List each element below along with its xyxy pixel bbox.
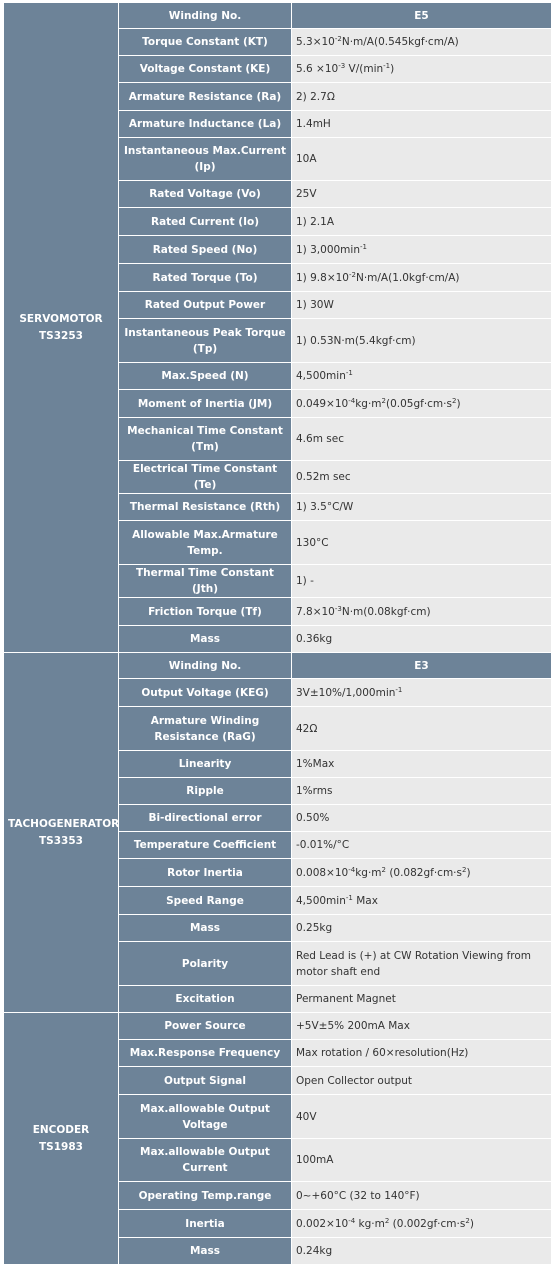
property-label: Max.allowable Output Voltage (119, 1095, 292, 1139)
value-text: ) (390, 63, 395, 75)
value-text: kg·m (355, 397, 382, 410)
property-value (292, 1095, 552, 1139)
property-value (292, 138, 552, 181)
superscript: -1 (395, 685, 403, 694)
property-label: Power Source (119, 1013, 292, 1040)
value-text: ) (466, 866, 471, 879)
value-text: 40V (296, 1110, 317, 1123)
value-text: Max rotation / 60×resolution(Hz) (296, 1047, 469, 1059)
superscript: 2 (381, 865, 386, 874)
header-label: Winding No. (119, 653, 292, 679)
section-name-line: TS1983 (39, 1140, 83, 1153)
superscript: -2 (334, 35, 342, 43)
superscript: -4 (348, 396, 356, 405)
value-text: 130°C (296, 536, 329, 549)
property-value (292, 942, 552, 986)
value-text: 25V (296, 188, 317, 200)
property-label: Armature Winding Resistance (RaG) (119, 707, 292, 751)
property-value (292, 598, 552, 626)
value-text: ) (469, 1217, 474, 1230)
superscript: -4 (348, 1216, 356, 1225)
section-name-line: SERVOMOTOR (19, 312, 103, 325)
value-text: 0.049×10 (296, 397, 349, 410)
superscript: 2 (451, 396, 457, 405)
property-label: Electrical Time Constant (Te) (119, 461, 292, 494)
value-text: 1) 3.5°C/W (296, 501, 354, 513)
property-label: Instantaneous Peak Torque (Tp) (119, 319, 292, 363)
property-label: Rated Current (Io) (119, 208, 292, 236)
value-text: 1%Max (296, 758, 335, 770)
header-value: E3 (292, 653, 552, 679)
property-label: Thermal Resistance (Rth) (119, 494, 292, 521)
value-text: (0.05gf·cm·s (385, 397, 452, 410)
property-value (292, 1013, 552, 1040)
section-name (4, 1013, 119, 1265)
superscript: -1 (383, 62, 391, 70)
value-text: Max (352, 894, 378, 907)
value-text: 0.008×10 (296, 866, 349, 879)
property-value (292, 264, 552, 292)
property-value (292, 832, 552, 859)
header-value: E5 (292, 3, 552, 29)
superscript: -4 (348, 865, 356, 874)
section-name (4, 3, 119, 653)
property-value (292, 390, 552, 418)
property-label: Rated Output Power (119, 292, 292, 319)
value-text: 2) 2.7Ω (296, 90, 335, 103)
value-text: 1%rms (296, 785, 333, 797)
property-value (292, 1139, 552, 1182)
superscript: -1 (359, 242, 367, 251)
winding-header-row (4, 3, 552, 29)
value-text: 0.25kg (296, 922, 333, 934)
section-name-line: TACHOGENERATOR (8, 817, 120, 830)
property-label: Mechanical Time Constant (Tm) (119, 418, 292, 461)
property-label: Allowable Max.Armature Temp. (119, 521, 292, 565)
value-text: 4,500min (296, 894, 346, 907)
value-text: 1) 30W (296, 299, 334, 311)
property-value (292, 494, 552, 521)
property-label: Output Signal (119, 1067, 292, 1095)
property-value (292, 565, 552, 598)
property-value (292, 1210, 552, 1238)
value-text: 1) 3,000min (296, 243, 360, 256)
value-text: 0.36kg (296, 633, 333, 645)
specification-table (3, 2, 552, 1265)
property-value (292, 679, 552, 707)
value-text: +5V±5% 200mA Max (296, 1020, 410, 1032)
property-label: Armature Inductance (La) (119, 111, 292, 138)
property-label: Max.allowable Output Current (119, 1139, 292, 1182)
property-label: Torque Constant (KT) (119, 29, 292, 56)
property-label: Temperature Coefficient (119, 832, 292, 859)
property-label: Mass (119, 626, 292, 653)
value-text: Permanent Magnet (296, 993, 396, 1005)
value-text: 0.24kg (296, 1245, 333, 1257)
property-value (292, 986, 552, 1013)
property-value (292, 1182, 552, 1210)
superscript: 2 (384, 1216, 390, 1225)
property-value (292, 915, 552, 942)
property-label: Max.Speed (N) (119, 363, 292, 390)
property-label: Max.Response Frequency (119, 1040, 292, 1067)
superscript: 2 (381, 396, 386, 405)
section-name-line: ENCODER (32, 1123, 90, 1136)
property-label: Rated Torque (To) (119, 264, 292, 292)
property-label: Ripple (119, 778, 292, 805)
property-label: Thermal Time Constant (Jth) (119, 565, 292, 598)
property-value (292, 181, 552, 208)
property-label: Bi-directional error (119, 805, 292, 832)
property-value (292, 887, 552, 915)
value-text: 1) 0.53N·m(5.4kgf·cm) (296, 334, 416, 347)
property-label: Moment of Inertia (JM) (119, 390, 292, 418)
property-value (292, 521, 552, 565)
property-value (292, 707, 552, 751)
property-value (292, 236, 552, 264)
property-value (292, 805, 552, 832)
property-value (292, 626, 552, 653)
value-text: ) (456, 397, 461, 410)
value-text: (0.082gf·cm·s (385, 866, 462, 879)
property-label: Rated Speed (No) (119, 236, 292, 264)
value-text: kg·m (355, 866, 382, 879)
property-value (292, 418, 552, 461)
property-value (292, 751, 552, 778)
property-value (292, 208, 552, 236)
property-value (292, 319, 552, 363)
value-text: 10A (296, 153, 317, 165)
specification-table-body (4, 3, 552, 1265)
property-label: Voltage Constant (KE) (119, 56, 292, 83)
value-text: 0.50% (296, 812, 330, 824)
value-text: N·m(0.08kgf·cm) (341, 605, 431, 618)
superscript: -1 (345, 369, 353, 377)
property-value (292, 778, 552, 805)
section-name-line: TS3353 (39, 834, 83, 847)
property-label: Rated Voltage (Vo) (119, 181, 292, 208)
property-label: Friction Torque (Tf) (119, 598, 292, 626)
property-value (292, 292, 552, 319)
value-text: 3V±10%/1,000min (296, 686, 396, 699)
property-value (292, 363, 552, 390)
value-text: 5.6 ×10 (296, 63, 339, 75)
property-value (292, 1238, 552, 1265)
property-label: Armature Resistance (Ra) (119, 83, 292, 111)
winding-header-row (4, 653, 552, 679)
value-text: V/(min (345, 63, 384, 75)
value-text: (0.002gf·cm·s (389, 1217, 466, 1230)
property-value (292, 859, 552, 887)
property-label: Mass (119, 1238, 292, 1265)
value-text: kg·m (355, 1217, 385, 1230)
section-name-line: TS3253 (39, 329, 83, 342)
property-label: Mass (119, 915, 292, 942)
value-text: 0~+60°C (32 to 140°F) (296, 1189, 420, 1202)
value-text: 100mA (296, 1154, 334, 1166)
value-text: 4,500min (296, 370, 346, 382)
property-value (292, 111, 552, 138)
section-name (4, 653, 119, 1013)
value-text: Open Collector output (296, 1074, 413, 1087)
property-value (292, 1067, 552, 1095)
value-text: 0.52m sec (296, 471, 351, 483)
value-text: 1) 9.8×10 (296, 271, 349, 284)
property-value (292, 29, 552, 56)
property-value (292, 1040, 552, 1067)
superscript: -2 (348, 270, 356, 279)
property-label: Instantaneous Max.Current (Ip) (119, 138, 292, 181)
property-label: Operating Temp.range (119, 1182, 292, 1210)
value-text: 1) 2.1A (296, 215, 334, 228)
property-label: Polarity (119, 942, 292, 986)
value-text: N·m/A(1.0kgf·cm/A) (355, 271, 460, 284)
value-text: 1.4mH (296, 118, 331, 130)
property-label: Excitation (119, 986, 292, 1013)
superscript: -3 (338, 62, 346, 70)
property-value (292, 83, 552, 111)
table-row (4, 1013, 552, 1040)
property-label: Rotor Inertia (119, 859, 292, 887)
superscript: 2 (462, 865, 467, 874)
value-text: 4.6m sec (296, 433, 344, 445)
value-text: Red Lead is (+) at CW Rotation Viewing from motor shaft end (296, 949, 532, 978)
value-text: 1) - (296, 575, 314, 587)
property-label: Linearity (119, 751, 292, 778)
value-text: 7.8×10 (296, 605, 335, 618)
superscript: -3 (334, 604, 342, 613)
value-text: N·m/A(0.545kgf·cm/A) (341, 36, 459, 48)
property-label: Speed Range (119, 887, 292, 915)
property-value (292, 56, 552, 83)
value-text: 42Ω (296, 722, 318, 735)
value-text: -0.01%/°C (296, 839, 350, 851)
value-text: 0.002×10 (296, 1217, 349, 1230)
header-label: Winding No. (119, 3, 292, 29)
property-value (292, 461, 552, 494)
superscript: 2 (465, 1216, 470, 1225)
superscript: -1 (345, 893, 353, 902)
value-text: 5.3×10 (296, 36, 335, 48)
property-label: Output Voltage (KEG) (119, 679, 292, 707)
property-label: Inertia (119, 1210, 292, 1238)
